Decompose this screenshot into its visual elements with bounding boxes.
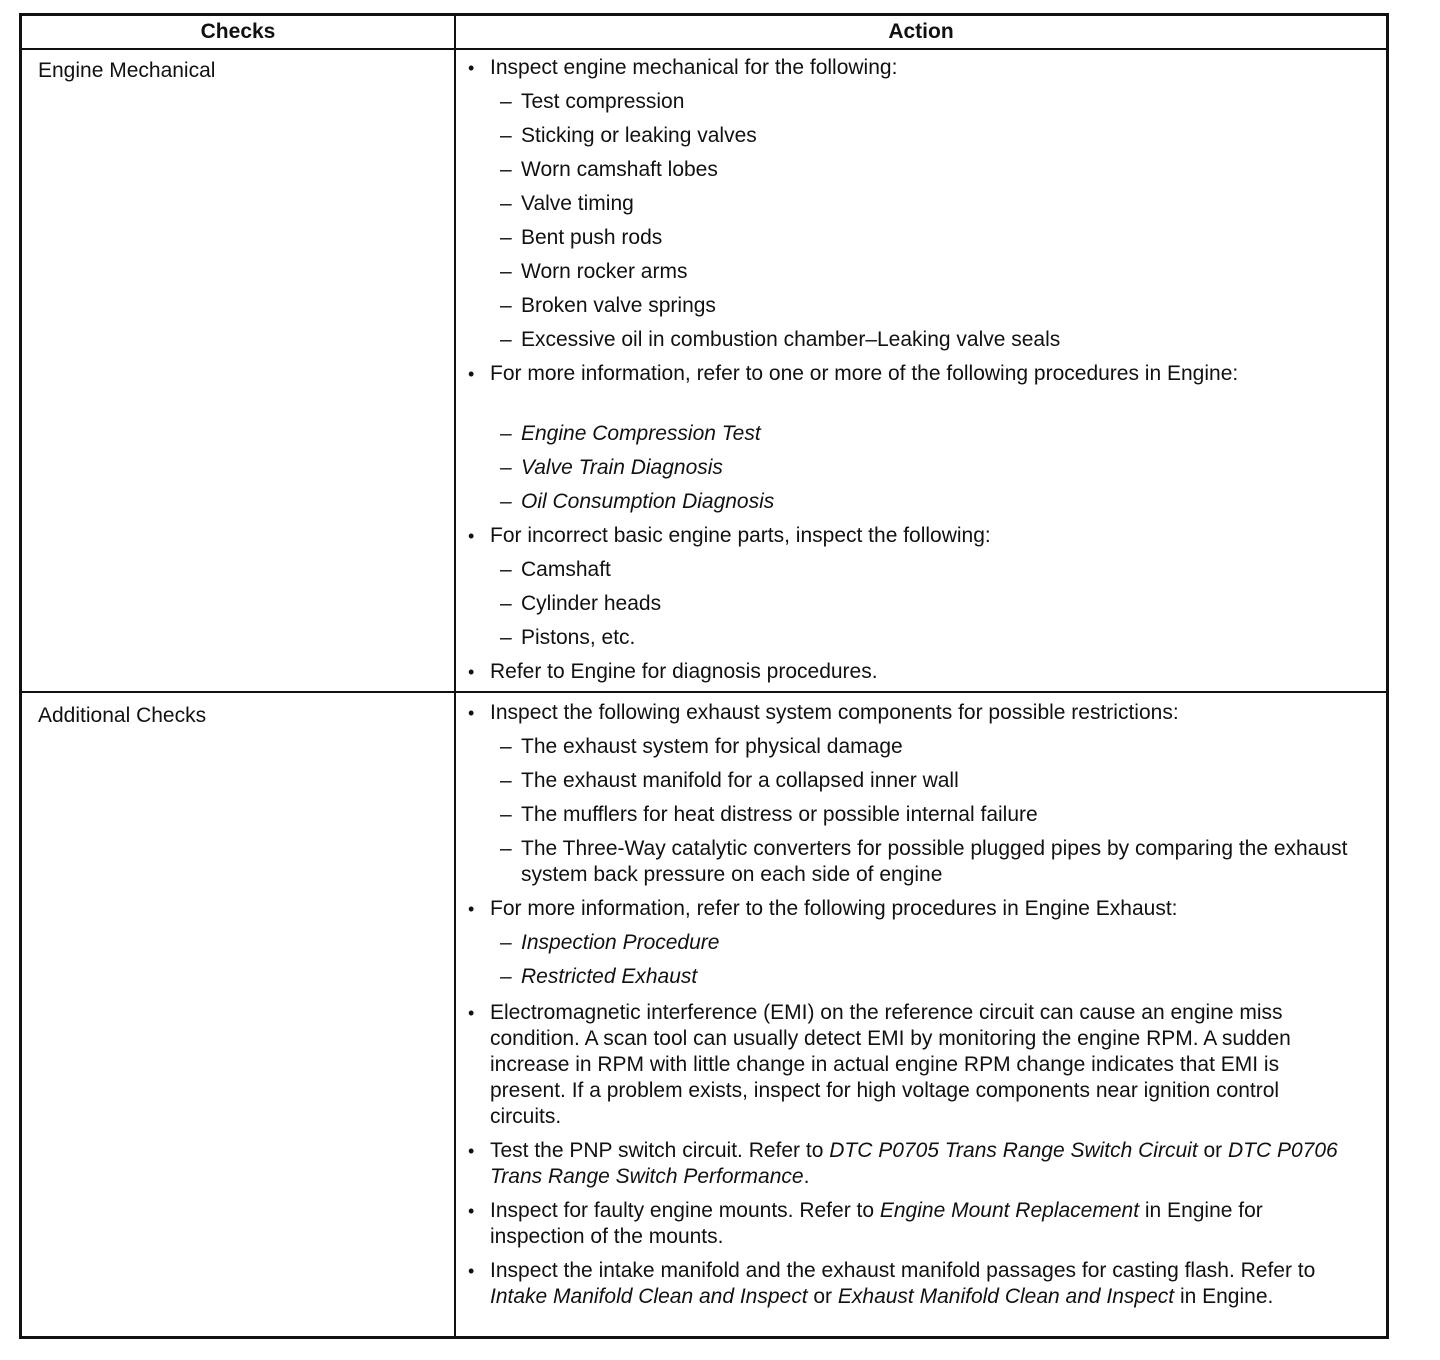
procedure-reference: Intake Manifold Clean and Inspect: [490, 1285, 808, 1308]
dash-item: – Cylinder heads: [465, 591, 1355, 617]
text: Inspect for faulty engine mounts. Refer to: [490, 1199, 880, 1222]
dash-item: – Pistons, etc.: [465, 625, 1355, 651]
procedure-reference: – Inspection Procedure: [465, 930, 1355, 956]
dash-item: – Excessive oil in combustion chamber–Leaking valve seals: [465, 327, 1355, 353]
procedure-reference: – Valve Train Diagnosis: [465, 455, 1355, 481]
dash-item: – Camshaft: [465, 557, 1355, 583]
text: Test the PNP switch circuit. Refer to: [490, 1139, 830, 1162]
bullet-item: • Electromagnetic interference (EMI) on the reference circuit can cause an engine miss condition. A scan tool can usually detect EMI by monitoring the engine RPM. A sudden increase in RPM with little change in actual engine RPM change indicates that EMI is present. If a problem exists, inspect for high voltage components near ignition control circuits.: [465, 1000, 1355, 1130]
bullet-item: • For more information, refer to the following procedures in Engine Exhaust:: [465, 896, 1355, 922]
action-engine-mechanical: [465, 55, 1355, 685]
bullet-item: • For more information, refer to one or more of the following procedures in Engine:: [465, 361, 1355, 387]
dash-item: – Valve timing: [465, 191, 1355, 217]
header-checks: Checks: [200, 20, 276, 43]
procedure-reference: DTC P0706 Trans Range Switch Performance: [490, 1139, 1338, 1188]
dash-item: – The Three-Way catalytic converters for possible plugged pipes by comparing the exhaust system back pressure on each side of engine: [465, 836, 1355, 888]
text: in Engine for inspection of the mounts.: [490, 1199, 1263, 1248]
procedure-reference: DTC P0705 Trans Range Switch Circuit: [829, 1139, 1198, 1162]
dash-item: – Sticking or leaking valves: [465, 123, 1355, 149]
dash-item: – The exhaust manifold for a collapsed inner wall: [465, 768, 1355, 794]
bullet-item: • Inspect engine mechanical for the following:: [465, 55, 1355, 81]
action-additional-checks: [465, 700, 1355, 1310]
check-engine-mechanical: Engine Mechanical: [38, 59, 216, 82]
procedure-reference: – Restricted Exhaust: [465, 964, 1355, 990]
text: Inspect the intake manifold and the exhaust manifold passages for casting flash. Refer to: [490, 1259, 1316, 1282]
dash-item: – Worn camshaft lobes: [465, 157, 1355, 183]
dash-item: – Bent push rods: [465, 225, 1355, 251]
text: in Engine.: [1174, 1285, 1274, 1308]
column-divider: [454, 16, 456, 1336]
text: or: [807, 1285, 838, 1308]
dash-item: – The exhaust system for physical damage: [465, 734, 1355, 760]
dash-item: – Worn rocker arms: [465, 259, 1355, 285]
procedure-reference: – Engine Compression Test: [465, 421, 1355, 447]
bullet-item: [465, 1198, 1355, 1250]
dash-item: – Broken valve springs: [465, 293, 1355, 319]
procedure-reference: – Oil Consumption Diagnosis: [465, 489, 1355, 515]
text: .: [803, 1165, 810, 1188]
dash-item: – Test compression: [465, 89, 1355, 115]
procedure-reference: Exhaust Manifold Clean and Inspect: [837, 1285, 1175, 1308]
text: or: [1197, 1139, 1228, 1162]
row-divider: [22, 691, 1386, 693]
bullet-item: • Refer to Engine for diagnosis procedures.: [465, 659, 1355, 685]
bullet-item: • For incorrect basic engine parts, inspect the following:: [465, 523, 1355, 549]
bullet-item: [465, 1258, 1355, 1310]
dash-item: – The mufflers for heat distress or possible internal failure: [465, 802, 1355, 828]
header-action: Action: [888, 20, 954, 43]
procedure-reference: Engine Mount Replacement: [879, 1199, 1140, 1222]
bullet-item: [465, 1138, 1355, 1190]
check-additional-checks: Additional Checks: [38, 704, 207, 727]
bullet-item: • Inspect the following exhaust system components for possible restrictions:: [465, 700, 1355, 726]
